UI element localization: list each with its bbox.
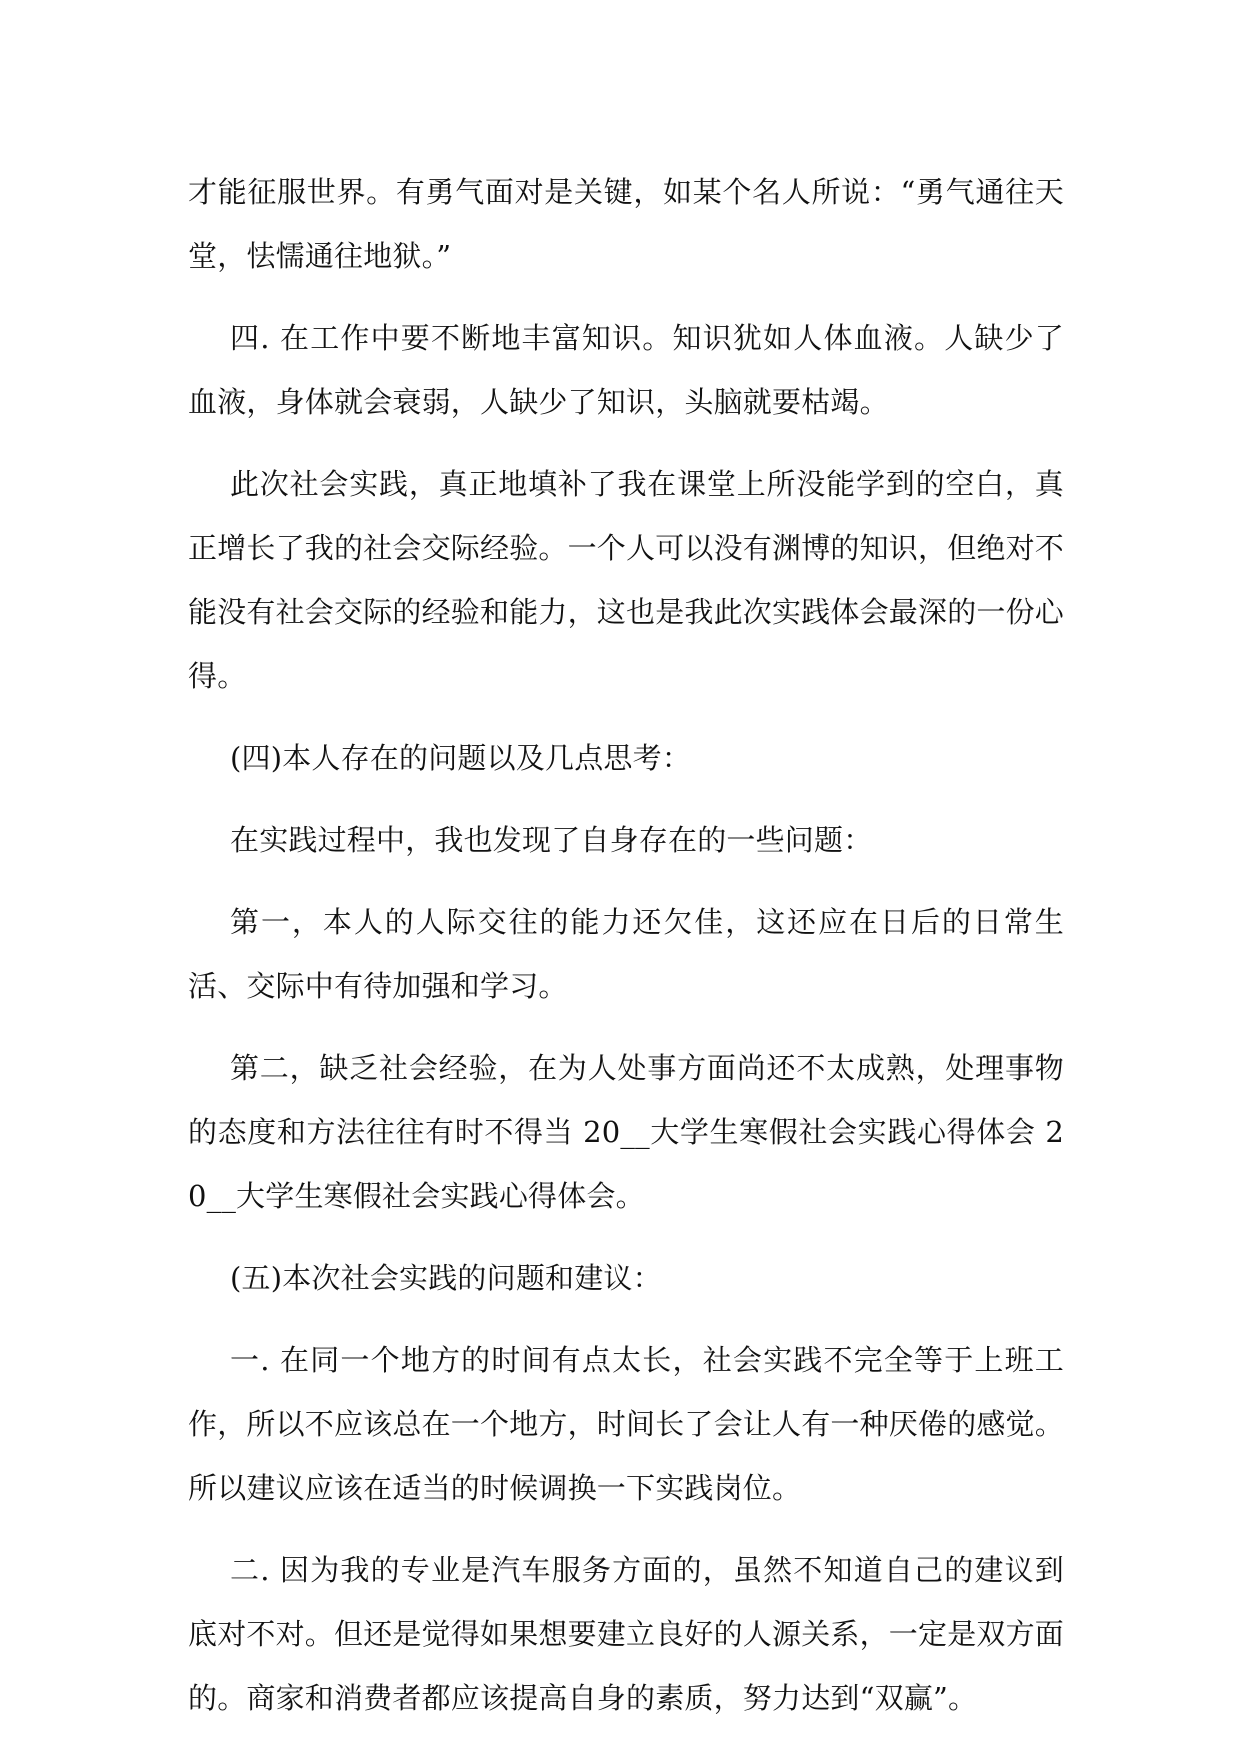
- document-body: [188, 160, 1064, 1748]
- paragraph-suggestion-one: 一. 在同一个地方的时间有点太长，社会实践不完全等于上班工作，所以不应该总在一个地方，时间长了会让人有一种厌倦的感觉。所以建议应该在适当的时候调换一下实践岗位。: [188, 1343, 1065, 1505]
- paragraph-problems-intro: 在实践过程中，我也发现了自身存在的一些问题：: [230, 823, 873, 857]
- paragraph-knowledge: 四. 在工作中要不断地丰富知识。知识犹如人体血液。人缺少了血液，身体就会衰弱，人缺少了知识，头脑就要枯竭。: [188, 321, 1064, 419]
- paragraph-problem-second: 第二，缺乏社会经验，在为人处事方面尚还不太成熟，处理事物的态度和方法往往有时不得当 20__大学生寒假社会实践心得体会 20__大学生寒假社会实践心得体会。: [188, 1051, 1064, 1213]
- section-heading-suggestions: (五)本次社会实践的问题和建议：: [230, 1261, 662, 1295]
- paragraph-practice-summary: 此次社会实践，真正地填补了我在课堂上所没能学到的空白，真正增长了我的社会交际经验。一个人可以没有渊博的知识，但绝对不能没有社会交际的经验和能力，这也是我此次实践体会最深的一份心得。: [188, 467, 1065, 693]
- paragraph-courage-quote: 才能征服世界。有勇气面对是关键，如某个名人所说：“勇气通往天堂，怯懦通往地狱。”: [188, 175, 1064, 273]
- section-heading-problems: (四)本人存在的问题以及几点思考：: [230, 741, 692, 775]
- paragraph-suggestion-two: 二. 因为我的专业是汽车服务方面的，虽然不知道自己的建议到底对不对。但还是觉得如果想要建立良好的人源关系，一定是双方面的。商家和消费者都应该提高自身的素质，努力达到“双赢”。: [188, 1553, 1065, 1715]
- paragraph-problem-first: 第一，本人的人际交往的能力还欠佳，这还应在日后的日常生活、交际中有待加强和学习。: [188, 905, 1064, 1003]
